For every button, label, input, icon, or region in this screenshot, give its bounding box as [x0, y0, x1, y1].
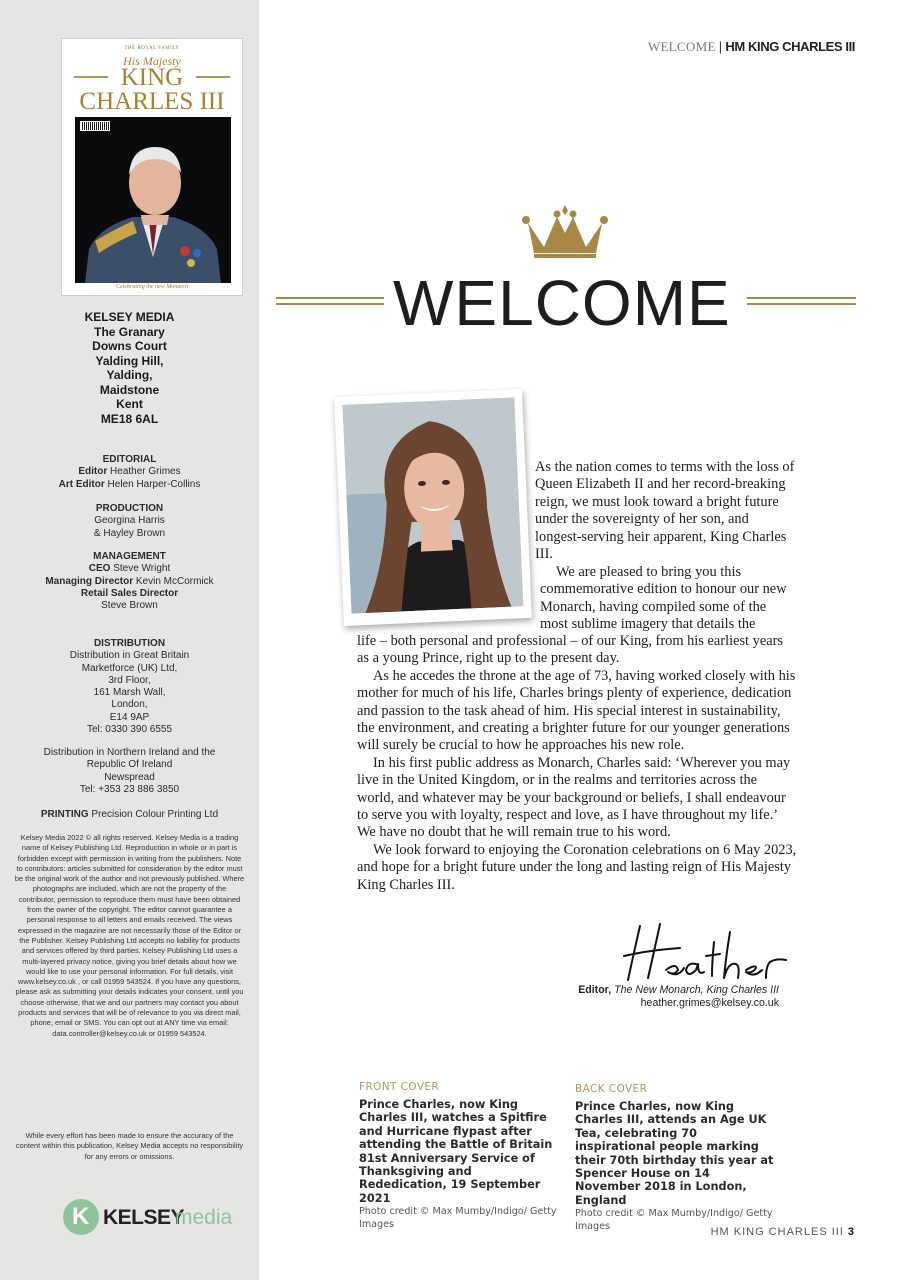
art-editor-name: Helen Harper-Collins — [107, 478, 201, 490]
logo-text-strong: KELSEY — [103, 1206, 185, 1229]
back-cover-heading: BACK COVER — [575, 1083, 648, 1095]
cover-kicker: THE ROYAL FAMILY — [124, 46, 180, 51]
page-number: 3 — [847, 1226, 855, 1238]
cover-footer-text: Celebrating the new Monarch — [116, 284, 188, 290]
logo-k-icon: K — [63, 1199, 99, 1235]
crown-icon — [522, 203, 608, 259]
body-paragraph: In his first public address as Monarch, Charles said: ‘Wherever you may live in the United Kingdom, or in the realms and territories across the world, and whatever may be your background or beliefs, I shall endeavour to serve you with loyalty, respect and love, as I have throughout my life.’ We have no doubt that he will remain true to his word. — [357, 754, 791, 841]
rsd-role: Retail Sales Director — [80, 587, 179, 599]
address-line: Yalding, — [106, 368, 153, 382]
front-cover-heading: FRONT COVER — [359, 1081, 440, 1093]
distribution-line: 3rd Floor, — [108, 674, 151, 686]
intro-paragraph: As the nation comes to terms with the loss of Queen Elizabeth II and her record-breaking reign, we must look toward a bright future under the sovereignty of her son, and longest-serving heir apparent, King Charles III. — [535, 459, 795, 563]
signature-publication: The New Monarch, King Charles III — [614, 984, 779, 996]
distribution-line: Newspread — [104, 771, 155, 783]
cover-title-line2: CHARLES III — [79, 88, 225, 115]
distribution-line: Distribution in Great Britain — [69, 650, 190, 662]
printing-value: Precision Colour Printing Ltd — [91, 809, 219, 820]
cover-subtitle: His Majesty — [123, 54, 181, 68]
running-header-section: WELCOME — [647, 39, 716, 54]
editor-portrait-image — [342, 397, 523, 613]
running-header-title: HM KING CHARLES III — [725, 39, 855, 54]
magazine-cover-thumbnail — [61, 38, 243, 296]
body-paragraph: life – both personal and professional – of our King, from his earliest years as a young Prince, right up to the present day. — [357, 633, 784, 667]
page-footer — [711, 1226, 855, 1238]
management-heading: MANAGEMENT — [93, 551, 166, 562]
distribution-line: Distribution in Northern Ireland and the — [43, 747, 216, 758]
md-role: Managing Director — [45, 575, 134, 587]
cover-barcode — [80, 121, 110, 131]
rsd-name: Steve Brown — [101, 600, 158, 612]
body-paragraph: We look forward to enjoying the Coronation celebrations on 6 May 2023, and hope for a bright future under the long and lasting reign of His Majesty King Charles III. — [357, 841, 797, 893]
distribution-line: Tel: +353 23 886 3850 — [79, 783, 180, 795]
distribution-line: London, — [111, 699, 148, 711]
signature-role: Editor, — [578, 984, 612, 996]
md-name: Kevin McCormick — [135, 575, 214, 587]
editor-email: heather.grimes@kelsey.co.uk — [640, 997, 779, 1009]
logo-text-light: media — [175, 1206, 233, 1229]
distribution-ni — [0, 747, 259, 796]
title-rule-right — [747, 297, 856, 305]
title-rule-left — [276, 297, 384, 305]
distribution-line: 161 Marsh Wall, — [93, 687, 166, 699]
production-heading: PRODUCTION — [95, 503, 164, 514]
production-line: Georgina Harris — [94, 515, 165, 527]
management-credits — [0, 551, 259, 612]
front-cover-credit — [359, 1081, 559, 1231]
address-line: ME18 6AL — [100, 411, 159, 426]
production-credits — [0, 503, 259, 540]
body-copy — [357, 633, 797, 894]
distribution-gb — [0, 638, 259, 736]
printing-credit — [0, 809, 259, 821]
sidebar — [0, 0, 259, 1280]
front-cover-photo-credit: Photo credit © Max Mumby/Indigo/ Getty Images — [359, 1206, 557, 1231]
ceo-name: Steve Wright — [113, 563, 171, 575]
footer-title: HM KING CHARLES III — [710, 1226, 844, 1238]
editor-name: Heather Grimes — [110, 466, 181, 478]
printing-label: PRINTING — [40, 809, 89, 820]
body-paragraph: As he accedes the throne at the age of 73, having worked closely with his mother for much of his life, Charles brings plenty of experience, dedication and passion to the task ahead of him. His special interest in sustainability, the environment, and creating a brighter future for our younger generations will surely be crucial to how he approaches his new role. — [357, 667, 796, 754]
cover-title-line1: KING — [120, 64, 184, 91]
publisher-address — [0, 310, 259, 426]
back-cover-photo-credit: Photo credit © Max Mumby/Indigo/ Getty Images — [575, 1208, 773, 1233]
back-cover-credit — [575, 1083, 775, 1233]
cover-photo-king — [75, 117, 231, 283]
editor-role: Editor — [78, 466, 108, 478]
running-header-divider: | — [718, 39, 723, 54]
editorial-heading: EDITORIAL — [102, 454, 157, 465]
body-paragraph-wrap: We are pleased to bring you this commemorative edition to honour our new Monarch, having compiled some of the most sublime imagery that details the — [540, 564, 787, 633]
distribution-line: E14 9AP — [109, 711, 150, 723]
production-line: & Hayley Brown — [93, 527, 166, 539]
art-editor-role: Art Editor — [58, 478, 105, 490]
address-line: Kent — [116, 397, 143, 411]
address-line: Yalding Hill, — [95, 353, 164, 368]
address-line: Downs Court — [92, 339, 167, 353]
distribution-line: Republic Of Ireland — [86, 759, 173, 771]
front-cover-caption: Prince Charles, now King Charles III, watches a Spitfire and Hurricane flypast after attending the Battle of Britain 81st Anniversary Service of Thanksgiving and Rededication, 19 September 2021 — [359, 1098, 553, 1205]
distribution-line: Marketforce (UK) Ltd, — [81, 662, 178, 674]
disclaimer-notice: While every effort has been made to ensure the accuracy of the content within this publication, Kelsey Media accepts no responsibility for any errors or omissions. — [15, 1131, 244, 1161]
running-header — [648, 39, 855, 55]
signature-caption — [578, 984, 779, 1010]
address-line: The Granary — [94, 324, 165, 339]
editorial-credits — [0, 454, 259, 491]
kelsey-media-logo — [63, 1199, 243, 1235]
address-line: KELSEY MEDIA — [84, 310, 175, 324]
address-line: Maidstone — [99, 382, 160, 397]
editor-signature — [620, 922, 790, 984]
distribution-heading: DISTRIBUTION — [93, 638, 166, 649]
page-title: WELCOME — [393, 267, 731, 339]
ceo-role: CEO — [88, 563, 111, 575]
legal-notice: Kelsey Media 2022 © all rights reserved. Kelsey Media is a trading name of Kelsey Publishing Ltd. Reproduction in whole or in part is forbidden except with permission in writing from the publishers. Note to contributors: articles submitted for consideration by the editor must be the original work of the author and not previously published. Where photographs are included, which are not the property of the contributor, permission to reproduce them must have been obtained from the owner of the copyright. The editor cannot guarantee a personal response to all letters and emails received. The views expressed in the magazine are not necessarily those of the Editor or the Publisher. Kelsey Publishing Ltd accepts no liability for products and services offered by third parties. Kelsey Publishing Ltd uses a multi-layered privacy notice, giving you brief details about how we would like to use your personal information. For full details, visit www.kelsey.co.uk , or call 01959 543524. If you have any questions, please ask as submitting your details indicates your consent, until you choose otherwise, that we and our partners may contact you about products and services that will be of relevance to you via direct mail, phone, email or SMS. You can opt out at ANY time via email: data.controller@kelsey.co.uk or 01959 543524. — [14, 833, 245, 1038]
distribution-line: Tel: 0330 390 6555 — [86, 724, 173, 736]
back-cover-caption: Prince Charles, now King Charles III, attends an Age UK Tea, celebrating 70 inspirational people marking their 70th birthday this year at Spencer House on 14 November 2018 in London, England — [575, 1100, 774, 1207]
editor-photo — [334, 389, 532, 626]
